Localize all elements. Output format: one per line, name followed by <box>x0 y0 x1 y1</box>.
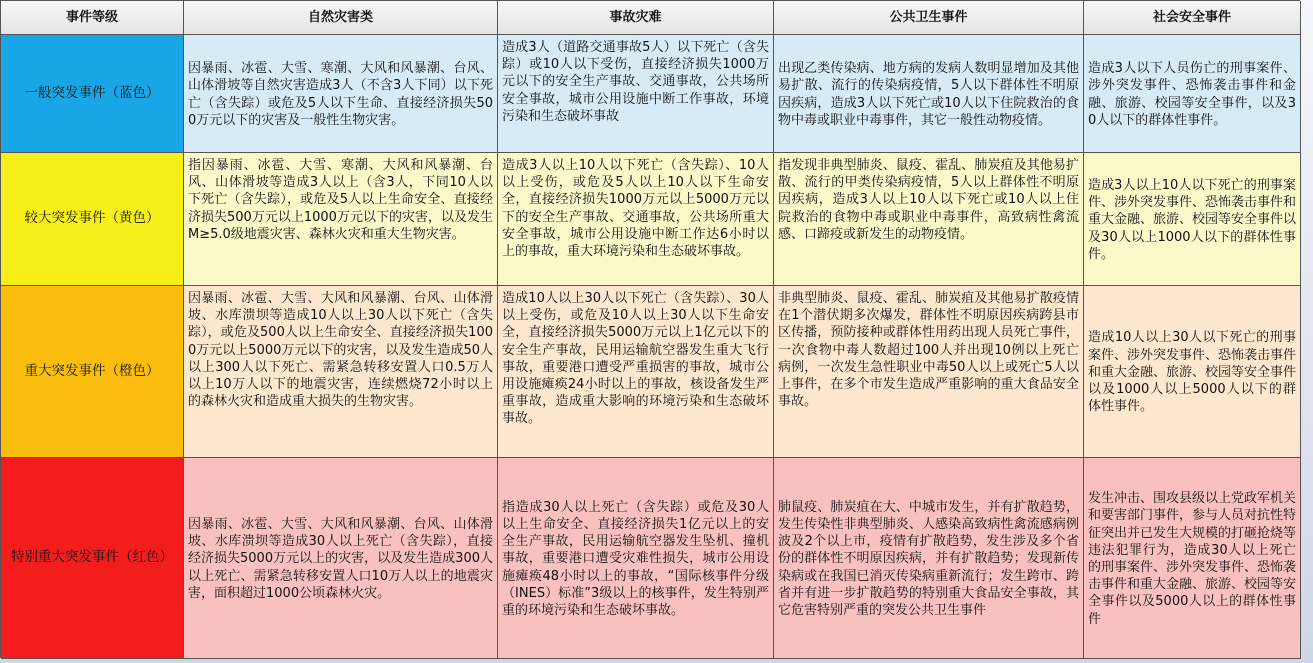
social-general: 造成3人以下人员伤亡的刑事案件、涉外突发事件、恐怖袭击事件和金融、旅游、校园等安全事件，以及30人以下的群体性事件。 <box>1084 35 1301 153</box>
natural-major: 指因暴雨、冰雹、大雪、寒潮、大风和风暴潮、台风、山体滑坡等造成3人以上（含3人，下同10人以下死亡（含失踪），或危及5人以上生命安全、直接经济损失500万元以上1000万元以下的灾害，以及发生M≥5.0级地震灾害、森林火灾和重大生物灾害。 <box>184 153 498 286</box>
social-extreme: 发生冲击、围攻县级以上党政军机关和要害部门事件，参与人员对抗性特征突出并已发生大规模的打砸抢烧等违法犯罪行为，造成30人以上死亡的刑事案件、涉外突发事件、恐怖袭击事件和重大金融、旅游、校园等安全事件以及5000人以上的群体性事件 <box>1084 458 1301 659</box>
header-accident-disaster: 事故灾难 <box>498 1 774 35</box>
accident-major: 造成3人以上10人以下死亡（含失踪）、10人以上受伤，或危及5人以上10人以下生命安全，直接经济损失1000万元以上5000万元以下的安全生产事故、交通事故，公共场所重大安全事故，城市公用设施中断工作达6小时以上的事故，重大环境污染和生态破坏事故。 <box>498 153 774 286</box>
level-serious-orange: 重大突发事件（橙色） <box>1 286 184 458</box>
health-major: 指发现非典型肺炎、鼠疫、霍乱、肺炭疽及其他易扩散、流行的甲类传染病疫情，5人以上群体性不明原因疾病，造成3人以上10人以下死亡或10人以上住院救治的食物中毒或职业中毒事件，高致病性禽流感、口蹄疫或新发生的动物疫情。 <box>774 153 1084 286</box>
accident-serious: 造成10人以上30人以下死亡（含失踪）、30人以上受伤，或危及10人以上30人以下生命安全，直接经济损失5000万元以上1亿元以下的安全生产事故，民用运输航空器发生重大飞行事故，重要港口遭受严重损害的事故，城市公用设施瘫痪24小时以上的事故，核设备发生严重事故，造成重大影响的环境污染和生态破坏事故。 <box>498 286 774 458</box>
level-extreme-red: 特别重大突发事件（红色） <box>1 458 184 659</box>
social-major: 造成3人以上10人以下死亡的刑事案件、涉外突发事件、恐怖袭击事件和重大金融、旅游、校园等安全事件以及30人以上1000人以下的群体性事件。 <box>1084 153 1301 286</box>
header-level: 事件等级 <box>1 1 184 35</box>
health-general: 出现乙类传染病、地方病的发病人数明显增加及其他易扩散、流行的传染病疫情，5人以下群体性不明原因疾病，造成3人以下死亡或10人以下住院救治的食物中毒或职业中毒事件，其它一般性动物疫情。 <box>774 35 1084 153</box>
health-extreme: 肺鼠疫、肺炭疽在大、中城市发生，并有扩散趋势，发生传染性非典型肺炎、人感染高致病性禽流感病例波及2个以上市，疫情有扩散趋势，发生涉及多个省份的群体性不明原因疾病，并有扩散趋势；发现新传染病或在我国已消灭传染病重新流行；发生跨市、跨省并有进一步扩散趋势的特别重大食品安全事故，其它危害特别严重的突发公共卫生事件 <box>774 458 1084 659</box>
accident-general: 造成3人（道路交通事故5人）以下死亡（含失踪）或10人以下受伤，直接经济损失1000万元以下的安全生产事故、交通事故，公共场所安全事故，城市公用设施中断工作事故，环境污染和生态破坏事故 <box>498 35 774 153</box>
natural-serious: 因暴雨、冰雹、大雪、大风和风暴潮、台风、山体滑坡、水库溃坝等造成10人以上30人以下死亡（含失踪），或危及500人以上生命安全、直接经济损失1000万元以上5000万元以下的灾害，以及发生造成50人以上300人以下死亡、需紧急转移安置人口0.5万人以上10万人以下的地震灾害，连续燃烧72小时以上的森林火灾和造成重大损失的生物灾害。 <box>184 286 498 458</box>
header-public-health: 公共卫生事件 <box>774 1 1084 35</box>
level-major-yellow: 较大突发事件（黄色） <box>1 153 184 286</box>
health-serious: 非典型肺炎、鼠疫、霍乱、肺炭疽及其他易扩散疫情在1个潜伏期多次爆发，群体性不明原因疾病跨县市区传播，预防接种或群体性用药出现人员死亡事件，一次食物中毒人数超过100人并出现10例以上死亡病例，一次发生急性职业中毒50人以上或死亡5人以上事件，在多个市发生造成严重影响的重大食品安全事故。 <box>774 286 1084 458</box>
header-natural-disaster: 自然灾害类 <box>184 1 498 35</box>
natural-extreme: 因暴雨、冰雹、大雪、大风和风暴潮、台风、山体滑坡、水库溃坝等造成30人以上死亡（含失踪），直接经济损失5000万元以上的灾害，以及发生造成300人以上死亡、需紧急转移安置人口10万人以上的地震灾害，面积超过1000公顷森林火灾。 <box>184 458 498 659</box>
header-social-security: 社会安全事件 <box>1084 1 1301 35</box>
accident-extreme: 指造成30人以上死亡（含失踪）或危及30人以上生命安全、直接经济损失1亿元以上的安全生产事故，民用运输航空器发生坠机、撞机事故，重要港口遭受灾难性损失，城市公用设施瘫痪48小时以上的事故，“国际核事件分级（INES）标准”3级以上的核事件，发生特别严重的环境污染和生态破坏事故。 <box>498 458 774 659</box>
social-serious: 造成10人以上30人以下死亡的刑事案件、涉外突发事件、恐怖袭击事件和重大金融、旅游、校园等安全事件以及1000人以上5000人以下的群体性事件。 <box>1084 286 1301 458</box>
natural-general: 因暴雨、冰雹、大雪、寒潮、大风和风暴潮、台风、山体滑坡等自然灾害造成3人（不含3人下同）以下死亡（含失踪）或危及5人以下生命、直接经济损失500万元以下的灾害及一般性生物灾害。 <box>184 35 498 153</box>
level-general-blue: 一般突发事件（蓝色） <box>1 35 184 153</box>
